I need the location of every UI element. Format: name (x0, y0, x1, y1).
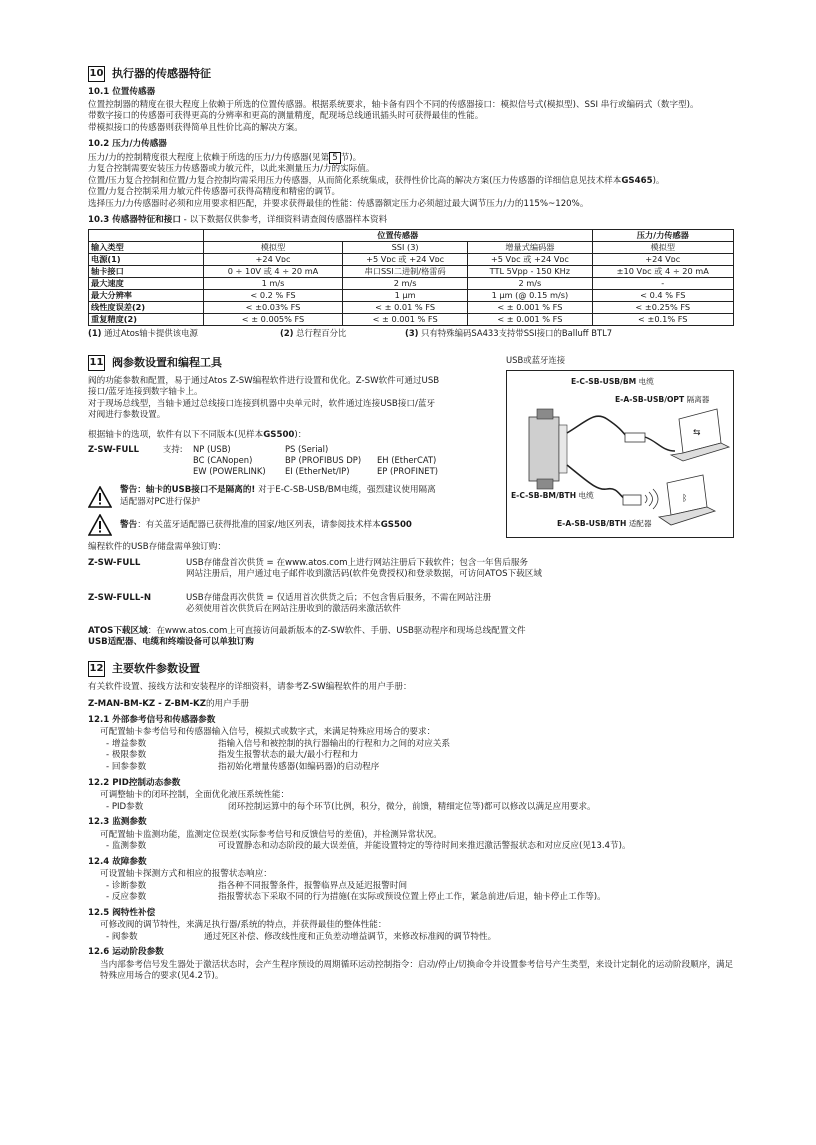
svg-text:⇆: ⇆ (693, 428, 701, 439)
section-11-heading (88, 355, 440, 371)
group-header-pressure: 压力/力传感器 (592, 229, 733, 241)
section-12-heading (88, 661, 734, 677)
subsection-title: 10.3 传感器特征和接口 - 以下数据仅供参考，详细资料请查阅传感器样本资料 (88, 215, 388, 226)
paragraph: 可配置轴卡监测功能，监测定位误差(实际参考信号和反馈信号的差值)，并检测异常状况。 (100, 829, 442, 840)
table-row: 线性度误差(2) < ±0.03% FS < ± 0.01 % FS < ± 0.001 % FS < ±0.25% FS (89, 301, 734, 313)
section-12 (88, 661, 734, 983)
param-row: - 增益参数 指输入信号和被控制的执行器输出的行程和力之间的对应关系 (106, 738, 451, 749)
paragraph: 可配置轴卡参考信号和传感器输入信号，模拟式或数字式，来满足特殊应用场合的要求： (100, 727, 436, 738)
param-row: - 回参参数 指初始化增量传感器(如编码器)的启动程序 (106, 761, 380, 772)
table-row: 轴卡接口 0 ÷ 10V 或 4 ÷ 20 mA 串口SSI二进制/格雷码 TTL 5Vpp - 150 KHz ±10 Vᴅᴄ 或 4 ÷ 20 mA (89, 265, 734, 277)
warning-icon (88, 486, 112, 508)
subsection-title: 12.2 PID控制动态参数 (88, 777, 181, 788)
param-row: - 诊断参数 指各种不同报警条件，报警临界点及延迟报警时间 (106, 880, 408, 891)
warning-icon (88, 514, 112, 536)
figure-title: USB或蓝牙连接 (506, 354, 566, 365)
section-11 (88, 355, 734, 649)
label-usb-cable: E-C-SB-USB/BM 电缆 (571, 377, 654, 387)
paragraph: 位置/压力复合控制和位置/力复合控制均需采用压力传感器，从而简化系统集成，获得性价比高的解决方案(压力传感器的详细信息见技术样本GS465)。 (88, 175, 665, 186)
paragraph: 力复合控制需要安装压力传感器或力敏元件，以此来测量压力/力的实际值。 (88, 164, 375, 175)
table-row: 重复精度(2) < ± 0.005% FS < ± 0.001 % FS < ± 0.001 % FS < ±0.1% FS (89, 313, 734, 325)
table-row: 最大分辨率 < 0.2 % FS 1 μm 1 μm (@ 0.15 m/s) < 0.4 % FS (89, 289, 734, 301)
subsection-title: 12.6 运动阶段参数 (88, 947, 164, 958)
param-row: - 反应参数 指报警状态下采取不同的行为措施(在实际或预设位置上停止工作，紧急前进/后退，轴卡停止工作等)。 (106, 892, 606, 903)
paragraph: 编程软件的USB存储盘需单独订购： (88, 542, 226, 553)
product-z-sw-full-n: Z-SW-FULL-N USB存储盘再次供货 = 仅适用首次供货之后；不包含售后服务，不需在网站注册 必须使用首次供货后在网站注册收到的激活码来激活软件 (88, 592, 492, 615)
paragraph: 当内部参考信号发生器处于激活状态时，会产生程序预设的周期循环运动控制指令：启动/停止/切换命令并设置参考信号产生类型，来设计定制化的运动阶段顺序，满足特殊应用场合的要求(见4.2节)。 (100, 959, 734, 982)
paragraph: 位置/力复合控制采用力敏元件传感器可获得高精度和精密的调节。 (88, 187, 341, 198)
param-row: - PID参数 闭环控制运算中的每个环节(比例，积分，微分，前馈，精细定位等)都可以修改以满足应用要求。 (106, 801, 596, 812)
paragraph: 选择压力/力传感器时必须和应用要求相匹配，并要求获得最佳的性能：传感器额定压力必须超过最大调节压力/力的115%~120%。 (88, 198, 589, 209)
page (88, 66, 734, 983)
paragraph: 阀的功能参数和配置，易于通过Atos Z-SW编程软件进行设置和优化。Z-SW软件可通过USB接口/蓝牙连接到数字轴卡上。 (88, 375, 440, 398)
param-row: - 监测参数 可设置静态和动态阶段的最大误差值，并能设置特定的等待时间来推迟激活警报状态和对应反应(见13.4节)。 (106, 841, 631, 852)
warning-bluetooth: 警告：有关蓝牙适配器已获得批准的国家/地区列表，请参阅技术样本GS500 (88, 514, 440, 536)
param-row: - 阀参数 通过死区补偿、修改线性度和正负差动增益调节，来修改标准阀的调节特性。 (106, 931, 497, 942)
paragraph: ATOS下载区域：在www.atos.com上可直接访问最新版本的Z-SW软件、手册、USB驱动程序和现场总线配置文件 (88, 625, 526, 636)
paragraph: 带模拟接口的传感器则获得简单且性价比高的解决方案。 (88, 122, 303, 133)
connection-figure (506, 355, 734, 538)
paragraph: USB适配器、电缆和终端设备可以单独订购 (88, 637, 254, 648)
section-ref: 5 (329, 152, 340, 164)
label-usb-isolator: E-A-SB-USB/OPT 隔离器 (615, 395, 710, 405)
table-row: 电源(1) +24 Vᴅᴄ +5 Vᴅᴄ 或 +24 Vᴅᴄ +5 Vᴅᴄ 或 +24 Vᴅᴄ +24 Vᴅᴄ (89, 253, 734, 265)
label-bt-adapter: E-A-SB-USB/BTH 适配器 (557, 519, 652, 529)
paragraph: 有关软件设置、接线方法和安装程序的详细资料，请参考Z-SW编程软件的用户手册： (88, 681, 412, 692)
section-number: 11 (88, 355, 105, 371)
paragraph: 根据轴卡的选项，软件有以下不同版本(见样本GS500)： (88, 429, 307, 440)
paragraph: 压力/力的控制精度很大程度上依赖于所选的压力/力传感器(见第 5 节)。 (88, 152, 362, 163)
svg-text:ᛒ: ᛒ (682, 494, 688, 505)
paragraph: 带数字接口的传感器可获得更高的分辨率和更高的测量精度，配现场总线通讯插头时可获得最佳的性能。 (88, 111, 484, 122)
section-title: 主要软件参数设置 (112, 661, 200, 675)
section-10-heading (88, 66, 734, 82)
paragraph: 可修改阀的调节特性，来满足执行器/系统的特点，并获得最佳的整体性能： (100, 920, 387, 931)
group-header-position: 位置传感器 (204, 229, 593, 241)
paragraph: 对于现场总线型，当轴卡通过总线接口连接到机器中央单元时，软件通过连接USB接口/蓝牙对阀进行参数设置。 (88, 398, 436, 421)
figure-frame (506, 370, 734, 538)
paragraph: Z-MAN-BM-KZ - Z-BM-KZ的用户手册 (88, 699, 249, 710)
section-title: 执行器的传感器特征 (112, 66, 211, 80)
subsection-title: 12.3 监测参数 (88, 817, 147, 828)
warning-usb: 警告：轴卡的USB接口不是隔离的! 对于E-C-SB-USB/BM电缆，强烈建议使用隔离适配器对PC进行保护 (88, 485, 440, 508)
table-row: 输入类型 模拟型 SSI (3) 增量式编码器 模拟型 (89, 241, 734, 253)
param-row: - 极限参数 指发生报警状态的最大/最小行程和力 (106, 750, 359, 761)
label-bt-cable: E-C-SB-BM/BTH 电缆 (511, 491, 594, 501)
subsection-title: 12.1 外部参考信号和传感器参数 (88, 714, 216, 725)
software-protocols: Z-SW-FULL 支持: NP (USB) PS (Serial) BC (CANopen) BP (PROFIBUS DP) EH (EtherCAT) EW (POWERLINK) EI (EtherNet/IP) EP (PROFINET) (88, 443, 438, 476)
subsection-title: 10.2 压力/力传感器 (88, 139, 167, 150)
section-title: 阀参数设置和编程工具 (112, 355, 222, 369)
paragraph: 可调整轴卡的闭环控制，全面优化液压系统性能： (100, 790, 290, 801)
paragraph: 位置控制器的精度在很大程度上依赖于所选的位置传感器。根据系统要求，轴卡备有四个不同的传感器接口：模拟信号式(模拟型)、SSI 串行或编码式（数字型)。 (88, 99, 699, 110)
product-z-sw-full: Z-SW-FULL USB存储盘首次供货 = 在www.atos.com上进行网站注册后下载软件；包含一年售后服务 网站注册后，用户通过电子邮件收到激活码(软件免费授权)和登录数据，可访问ATOS下载区域 (88, 557, 542, 580)
section-number: 12 (88, 661, 105, 677)
paragraph: 可设置轴卡探测方式和相应的报警状态响应： (100, 869, 272, 880)
subsection-title: 12.5 阀特性补偿 (88, 907, 156, 918)
subsection-title: 12.4 故障参数 (88, 856, 147, 867)
table-row: 最大速度 1 m/s 2 m/s 2 m/s - (89, 277, 734, 289)
table-notes: (1) 通过Atos轴卡提供该电源 (2) 总行程百分比 (3) 只有特殊编码SA433支持带SSI接口的Balluff BTL7 (88, 327, 613, 338)
subsection-title: 10.1 位置传感器 (88, 87, 156, 97)
sensor-spec-table (88, 229, 734, 326)
section-number: 10 (88, 66, 105, 82)
